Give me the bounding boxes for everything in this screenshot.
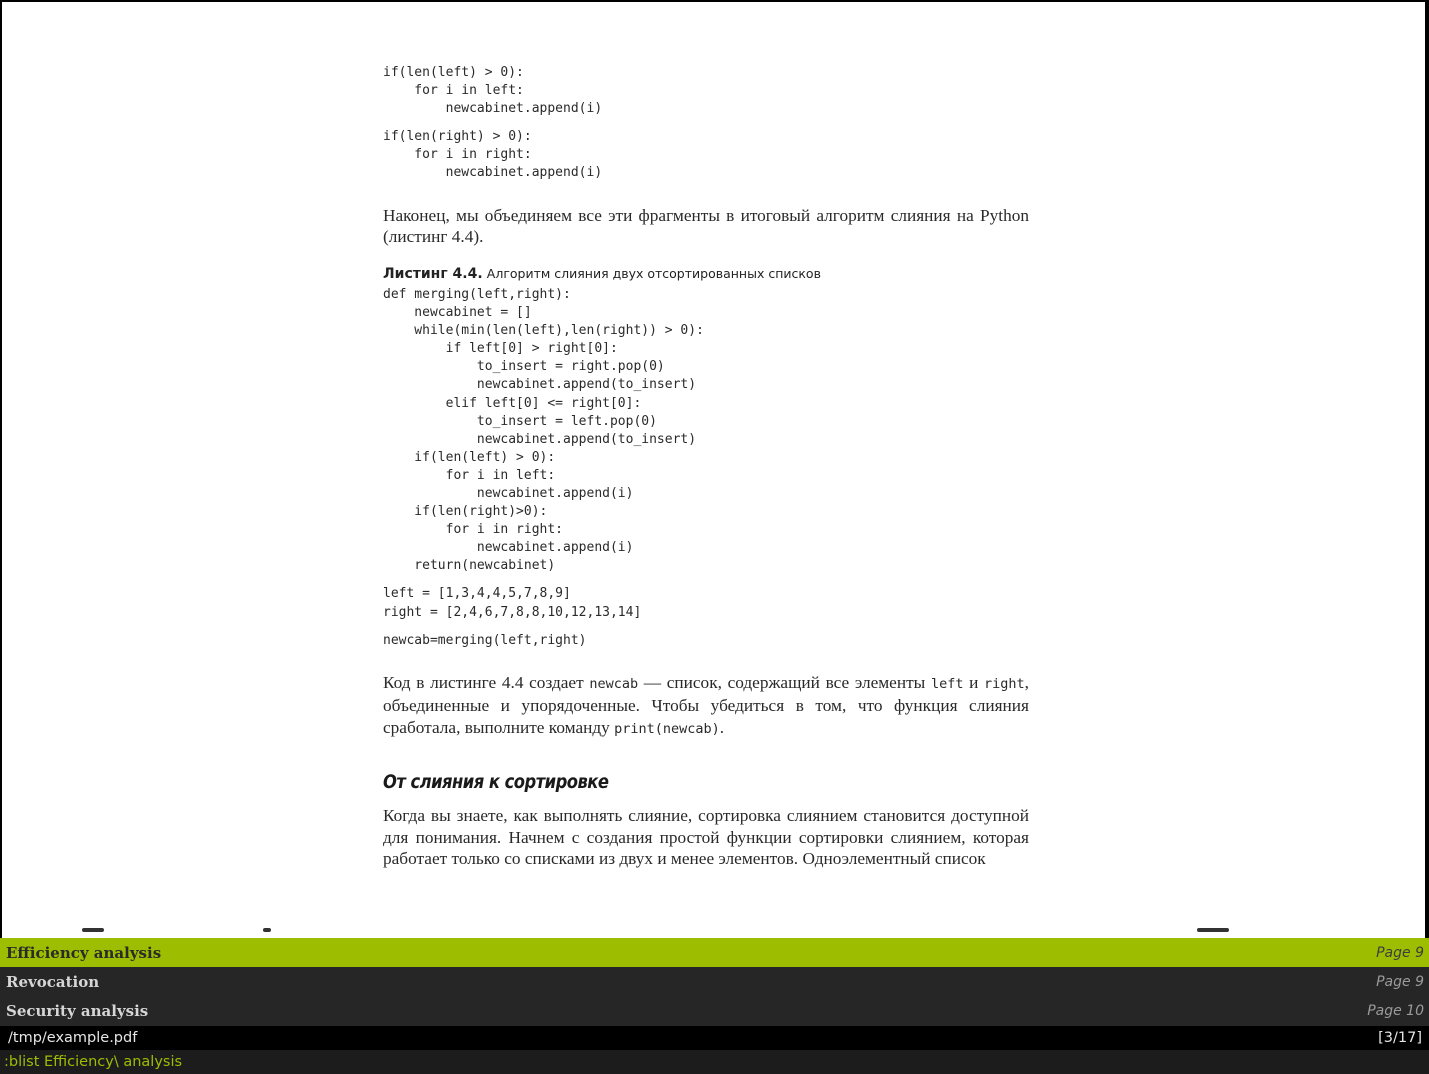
command-input[interactable]: :blist Efficiency\ analysis [0,1050,1429,1074]
listing-caption [383,266,1029,282]
bookmark-item-security-analysis[interactable] [0,997,1429,1026]
inline-code: left [930,675,964,692]
file-path: /tmp/example.pdf [8,1030,138,1046]
body-paragraph [383,672,1029,741]
inline-code: right [984,675,1025,692]
status-bar [0,1026,1429,1050]
body-paragraph: Наконец, мы объединяем все эти фрагменты в итоговый алгоритм слияния на Python (листинг 4.4). [383,205,1029,247]
text-run: , объединенные и упорядоченные. Чтобы убедиться в том, что функция слияния сработала, выполните команду [383,672,1029,738]
body-paragraph: Когда вы знаете, как выполнять слияние, сортировка слиянием становится доступной для понимания. Начнем с создания простой функции сортировки слиянием, которая работает только со списками из двух и менее элементов. Одноэлементный список [383,805,1029,869]
inline-code: newcab [589,675,639,692]
bookmark-item-efficiency-analysis[interactable] [0,938,1429,967]
bookmark-list [0,938,1429,1026]
bookmark-title: Efficiency analysis [6,943,162,962]
listing-title: Алгоритм слияния двух отсортированных списков [486,265,821,281]
listing-number: Листинг 4.4. [383,265,483,282]
code-block: if(len(left) > 0): for i in left: newcabinet.append(i) [383,65,603,117]
section-heading: От слияния к сортировке [383,770,609,793]
bookmark-page: Page 9 [1376,944,1424,961]
text-run: и [963,672,985,692]
pdf-page [383,64,1029,870]
code-listing: def merging(left,right): newcabinet = [] while(min(len(left),len(right)) > 0): if left[0] > right[0]: to_insert = right.pop(0) newcabinet.append(to_insert) elif left[0] <= right[0]: to_insert = left.pop(0) newcabinet.append(to_insert) if(len(left) > 0): for i in left: newcabinet.append(i) if(len(right)>0): for i in right: newcabinet.append(i) return(newcabinet) [383,286,704,574]
bookmark-page: Page 9 [1376,973,1424,990]
inline-code: print(newcab) [614,721,720,738]
glyph-fragment [1197,928,1229,932]
glyph-fragment [82,928,104,932]
text-run: Код в листинге 4.4 создает [383,672,590,692]
text-run: . [719,718,725,738]
document-viewer[interactable] [2,2,1425,938]
glyph-fragment [263,928,271,932]
code-block: if(len(right) > 0): for i in right: newcabinet.append(i) [383,129,603,181]
code-block: newcab=merging(left,right) [383,632,587,648]
next-page-top-edge [2,922,1425,938]
bookmark-item-revocation[interactable] [0,967,1429,996]
page-indicator: [3/17] [1378,1030,1422,1046]
code-block: left = [1,3,4,4,5,7,8,9] right = [2,4,6,7,8,8,10,12,13,14] [383,586,642,620]
text-run: — список, содержащий все элементы [638,672,931,692]
bookmark-title: Security analysis [6,1002,149,1021]
bookmark-title: Revocation [6,972,100,991]
bookmark-page: Page 10 [1367,1003,1424,1020]
